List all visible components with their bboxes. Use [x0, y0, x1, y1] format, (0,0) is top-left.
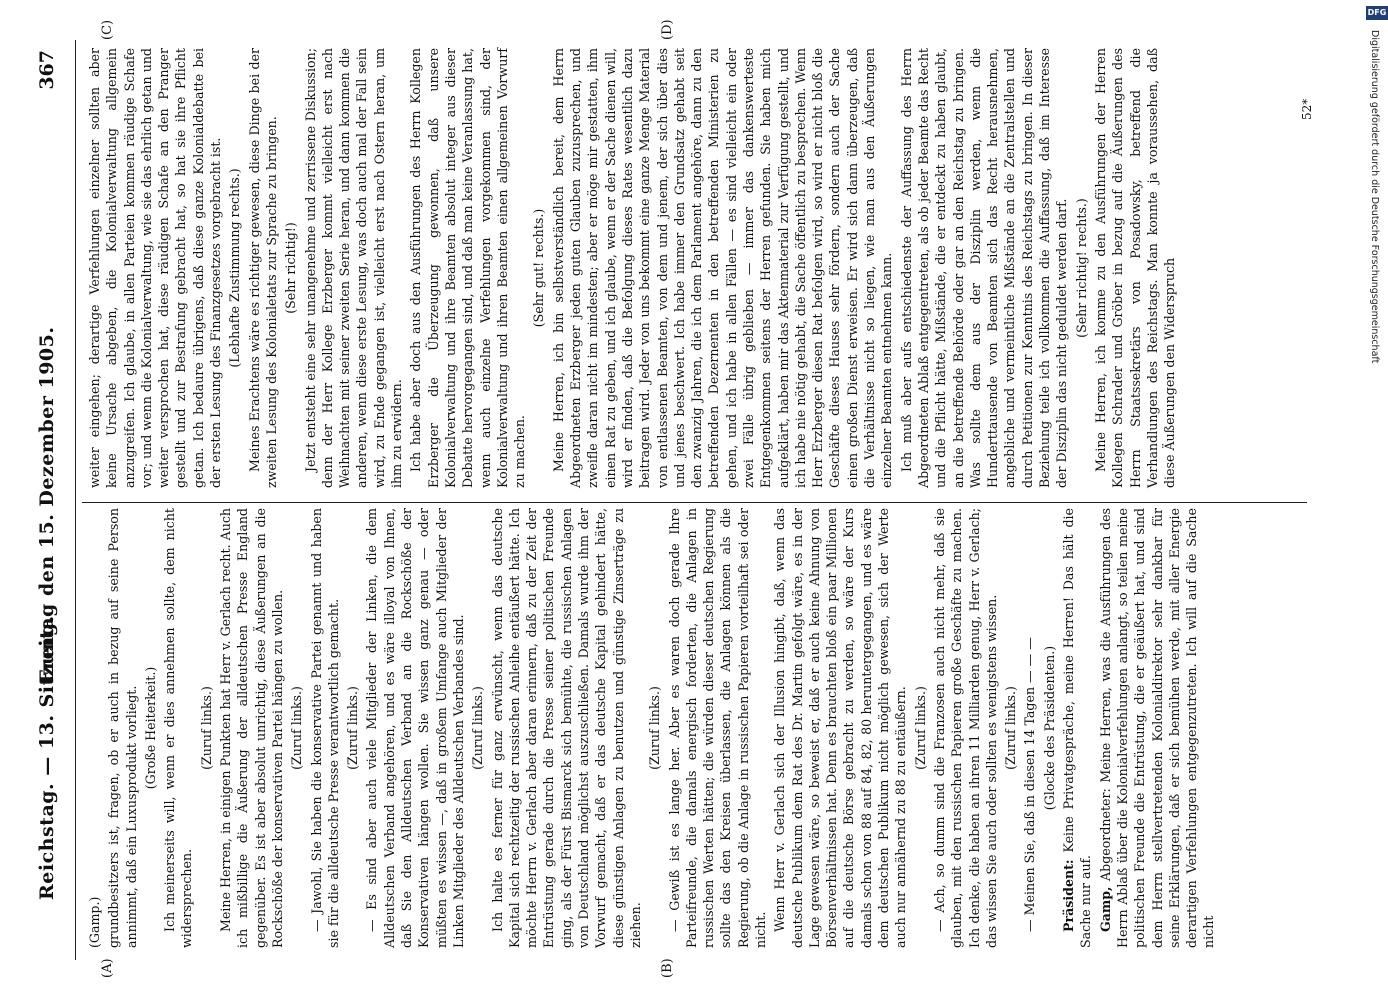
header-session-title: Reichstag. — 13. Sitzung. — [36, 615, 58, 900]
paragraph-text: (Glocke des Präsidenten.) — [1041, 645, 1057, 811]
paragraph-text: (Gamp.) — [87, 896, 102, 948]
paragraph-text: (Sehr richtig!) — [283, 222, 299, 314]
paragraph-text: Ich habe aber doch aus den Ausführungen des Herrn Kollegen Erzberger die Überzeugung gewonnen, daß unsere Kolonialverwaltung und ihre Beamten absolut integer aus dieser Debatte hervorgegangen sind, und daß man keine Veranlassung hat, wenn auch einzelne Verfehlungen vorgekommen sind, der Kolonialverwaltung und ihren Beamten einen allgemeinen Vorwurf zu machen. — [408, 48, 528, 488]
paragraph — [86, 48, 224, 488]
margin-marker-b: (B) — [660, 958, 675, 978]
paragraph-text: — Gewiß ist es lange her. Aber es waren doch gerade Ihre Parteifreunde, die damals energisch forderten, die Anlagen in russischen Werten hätten; die würden dieser deutschen Regierung sollte das den Kreisen überlassen, die Anlagen können als die Regierung, ob die Anlage in russischen Papieren vorteilhaft sei oder nicht. — [666, 508, 768, 948]
interjection — [288, 508, 305, 948]
paragraph — [1097, 508, 1218, 948]
page-header — [30, 50, 70, 960]
paragraph-text: weiter eingehen; derartige Verfehlungen einzelner sollten aber keine Ursache abgeben, die Kolonialverwaltung allgemein anzugreifen. Ich glaube, in allen Parteien kommen räudige Schafe vor; und wenn die Kolonialverwaltung, wie sie das ehrlich getan und weiter versprochen hat, diese räudigen Schafe an den Pranger gestellt und zur Bestrafung gebracht hat, so hat sie ihre Pflicht getan. Ich bedaure übrigens, daß diese ganze Kolonialdebatte bei der ersten Lesung des Finanzgesetzes vorgebracht ist. — [87, 48, 224, 488]
digitization-credit: Digitalisierung gefördert durch die Deutsche Forschungsgemeinschaft — [1369, 30, 1380, 364]
paragraph-text: (Zuruf links.) — [912, 686, 928, 770]
interjection — [646, 508, 663, 948]
paragraph — [898, 48, 1071, 488]
paragraph — [407, 48, 528, 488]
paragraph-text: (Große Heiterkeit.) — [142, 666, 158, 790]
paragraph-text: (Zuruf links.) — [1003, 686, 1019, 770]
paragraph-text: Keine Privatgespräche, meine Herren! Das hält die Sache nur auf. — [1061, 508, 1094, 948]
paragraph-text: Meine Herren, ich bin selbstverständlich bereit, dem Herrn Abgeordneten Erzberger jeden guten Glauben zuzusprechen, und zweifle daran nicht im mindesten; aber er möge mir gestatten, ihm einen Rat zu geben, und ich glaube, wenn er der Sache dienen will, wird er finden, daß die Befolgung dieses Rates wesentlich dazu beitragen wird. Jeder von uns bekommt eine ganze Menge Material von entlassenen Beamten, von dem und jenem, der sich über dies und jenes beschwert. Ich habe immer den Grundsatz gehabt seit den zwanzig Jahren, die ich dem Parlament angehöre, dann zu den betreffenden Dezernenten in den betreffenden Ministerien zu gehen, und ich habe in allen Fällen — es sind vielleicht ein oder zwei Fälle übrig geblieben — immer das dankenswerteste Entgegenkommen seitens der Herren gefunden. Sie haben mich aufgeklärt, haben mir das Aktenmaterial zur Verfügung gestellt, und ich habe nie nötig gehabt, die Sache öffentlich zu besprechen. Wenn Herr Erzberger diesen Rat befolgen wird, so wird er nicht bloß die Geschäfte dieses Hauses sehr fördern, sondern auch der Sache einen großen Dienst erweisen. Er wird sich dann überzeugen, daß die Verhältnisse nicht so liegen, wie man aus den Äußerungen einzelner Beamten entnehmen kann. — [550, 48, 895, 488]
speaker-label: Gamp, — [1097, 886, 1113, 932]
paragraph — [302, 48, 406, 488]
column-divider — [82, 502, 1307, 503]
interjection — [1073, 48, 1090, 488]
interjection — [912, 508, 929, 948]
paragraph-text: — Jawohl, Sie haben die konservative Partei genannt und haben sie für die alldeutsche Presse verantwortlich gemacht. — [308, 508, 341, 948]
paragraph-text: Ich halte es ferner für ganz erwünscht, wenn das deutsche Kapital sich rechtzeitig der russischen Anleihe entäußert hätte. Ich möchte Herrn v. Gerlach aber daran erinnern, daß zu der Zeit der Entrüstung gerade durch die Presse seiner politischen Freunde ging, als der Fürst Bismarck sich bemühte, die russischen Anlagen von Deutschland möglichst auszuschließen. Damals wurde ihm der Vorwurf gemacht, daß er das deutsche Kapital gehindert hätte, diese günstigen Anlagen zu benutzen und günstige Zinserträge zu ziehen. — [489, 508, 643, 948]
paragraph — [246, 48, 281, 488]
paragraph-text: — Meinen Sie, daß in diesen 14 Tagen — — — — [1022, 637, 1038, 932]
paragraph-text: (Zuruf links.) — [345, 686, 361, 770]
paragraph-text: grundbesitzers ist, fragen, ob er auch in bezug auf seine Person annimmt, daß ein Luxusprodukt vorliegt. — [106, 508, 139, 948]
interjection — [530, 48, 547, 488]
interjection — [344, 508, 361, 948]
paragraph-text: (Zuruf links.) — [289, 686, 305, 770]
paragraph — [771, 508, 909, 948]
interjection — [469, 508, 486, 948]
margin-marker-c: (C) — [100, 19, 115, 40]
paragraph-text: (Zuruf links.) — [647, 686, 663, 770]
interjection — [1002, 508, 1019, 948]
paragraph-text: Abgeordneter: Meine Herren, was die Ausführungen des Herrn Ablaß über die Kolonialverfehlungen anlangt, so teilen meine politischen Freunde die Entrüstung, die er geäußert hat, und sind dem Herrn stellvertretenden Kolonialdirektor sehr dankbar für seine Erklärungen, daß er sich bemühen werde, mit aller Energie derartigen Verfehlungen entgegenzutreten. Ich will auf die Sache nicht — [1097, 508, 1217, 948]
paragraph-text: Meine Herren, in einigen Punkten hat Herr v. Gerlach recht. Auch ich mißbillige die Äußerung der alldeutschen Presse England gegenüber. Es ist aber absolut unrichtig, diese Äußerungen an die Rockschöße der konservativen Partei hängen zu wollen. — [218, 508, 285, 948]
header-date: Freitag den 15. Dezember 1905. — [36, 326, 58, 684]
paragraph-text: (Sehr richtig! rechts.) — [1073, 198, 1089, 338]
margin-marker-a: (A) — [100, 958, 115, 978]
paragraph — [308, 508, 343, 948]
paragraph-text: (Sehr gut! rechts.) — [531, 208, 547, 328]
paragraph-text: Ich muß aber aufs entschiedenste der Auffassung des Herrn Abgeordneten Ablaß entgegentreten, als ob jeder Beamte das Recht und die Pflicht hätte, Mißstände, die er entdeckt zu haben glaubt, an die betreffende Behörde oder gar an den Reichstag zu bringen. Was sollte dem aus der Disziplin werden, wenn die Hunderttausende von Beamten sich das Recht herausnehmen, angebliche und vermeintliche Mißstände an die Zentralstellen und durch Petitionen zur Kenntnis des Reichstags zu bringen. In dieser Beziehung teile ich vollkommen die Auffassung, daß im Interesse der Disziplin das nicht geduldet werden darf. — [898, 48, 1070, 488]
paragraph — [1021, 508, 1038, 948]
paragraph-text: Meines Erachtens wäre es richtiger gewesen, diese Dinge bei der zweiten Lesung des Kolonialetats zur Sprache zu bringen. — [246, 48, 279, 488]
paragraph — [550, 48, 896, 488]
paragraph-text: (Lebhafte Zustimmung rechts.) — [227, 168, 243, 368]
paragraph-text: (Zuruf links.) — [198, 686, 214, 770]
speaker-label: Präsident: — [1061, 859, 1077, 932]
paragraph-text: Wenn Herr v. Gerlach sich der Illusion hingibt, daß, wenn das deutsche Publikum dem Rat des Dr. Martin gefolgt wäre, es in der Lage gewesen wäre, so beweist er, daß er auch keine Ahnung von Börsenverhältnissen hat. Denn es brauchten bloß ein paar Millionen auf die deutsche Börse gebracht zu werden, so wäre der Kurs damals schon von 88 auf 84, 82, 80 heruntergegangen, und es wäre dem deutschen Publikum nicht möglich gewesen, sich der Werte auch nur annähernd zu 88 zu entäußern. — [772, 508, 909, 948]
margin-marker-d: (D) — [660, 19, 675, 40]
interjection — [282, 48, 299, 488]
signature-mark: 52* — [1300, 98, 1314, 120]
right-text-column — [86, 48, 1306, 488]
paragraph — [931, 508, 1000, 948]
dfg-logo: DFG — [1366, 6, 1388, 20]
paragraph — [161, 508, 196, 948]
interjection — [226, 48, 243, 488]
left-text-column — [86, 508, 1306, 948]
paragraph-text: Meine Herren, ich komme zu den Ausführungen der Herren Kollegen Schrader und Gröber in bezug auf die Äußerungen des Herrn Staatssekretärs von Posadowsky, betreffend die Verhandlungen des Reichstags. Man konnte ja voraussehen, daß diese Äußerungen den Widerspruch — [1092, 48, 1178, 488]
paragraph — [666, 508, 770, 948]
paragraph-text: — Es sind aber auch viele Mitglieder der Linken, die dem Alldeutschen Verband angehören, und es wäre illoyal von Ihnen, daß Sie den Alldeutschen Verband an die Rockschöße der Konservativen hängen wollen. Sie wissen ganz genau — oder müßten es wissen —, daß in großem Umfange auch Mitglieder der Linken Mitglieder des Alldeutschen Verbandes sind. — [364, 508, 466, 948]
paragraph — [489, 508, 645, 948]
interjection — [198, 508, 215, 948]
paragraph-text: Ich meinerseits will, wenn er dies annehmen sollte, dem nicht widersprechen. — [162, 508, 195, 948]
header-rule — [75, 40, 76, 960]
interjection — [142, 508, 159, 948]
paragraph — [1092, 48, 1178, 488]
paragraph-text: — Ach, so dumm sind die Franzosen auch nicht mehr, daß sie glauben, mit den russischen Papieren große Geschäfte zu machen. Ich denke, die haben an ihren 11 Milliarden genug, Herr v. Gerlach; das wissen Sie auch oder sollten es wenigstens wissen. — [931, 508, 999, 948]
paragraph — [363, 508, 467, 948]
paragraph — [105, 508, 140, 948]
paragraph — [1060, 508, 1095, 948]
paragraph — [86, 508, 103, 948]
paragraph-text: Jetzt entsteht eine sehr unangenehme und zerrissene Diskussion; denn der Herr Kollege Erzberger kommt vielleicht erst nach Weihnachten mit seiner zweiten Serie heran, und dann kommen die anderen, wenn diese erste Lesung, was doch auch mal der Fall sein wird, zu Ende gegangen ist, vielleicht erst nach Ostern heran, um ihm zu erwidern. — [302, 48, 405, 488]
paragraph-text: (Zuruf links.) — [470, 686, 486, 770]
paragraph — [217, 508, 286, 948]
page-number: 367 — [36, 50, 58, 90]
interjection — [1041, 508, 1058, 948]
